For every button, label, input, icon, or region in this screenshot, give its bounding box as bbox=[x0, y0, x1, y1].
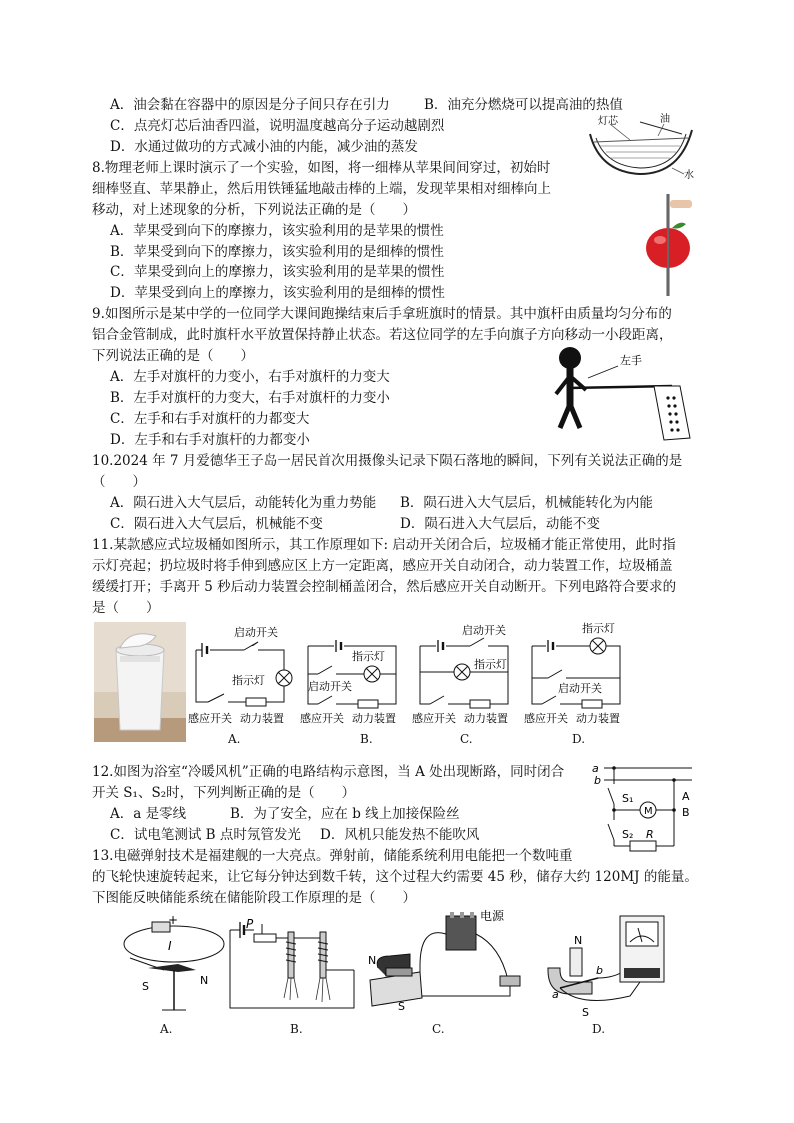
q8-option-b: B．苹果受到向下的摩擦力，该实验利用的是细棒的惯性 bbox=[110, 244, 444, 260]
q12-option-c: C．试电笔测试 B 点时氖管发光 bbox=[110, 827, 301, 843]
q11-c-motor-label: 动力装置 bbox=[464, 712, 508, 725]
oil-lamp-figure bbox=[580, 112, 710, 182]
q10-option-b: B．陨石进入大气层后，机械能转化为内能 bbox=[400, 495, 653, 511]
wick-label: 灯芯 bbox=[598, 116, 618, 127]
q9-stem-3: 下列说法正确的是（ ） bbox=[92, 348, 254, 364]
q13-d-b-label: b bbox=[596, 964, 603, 977]
q13-a-current-label: I bbox=[168, 939, 172, 953]
q11-a-start-label: 启动开关 bbox=[234, 626, 278, 639]
q11-d-lamp-label: 指示灯 bbox=[582, 622, 615, 635]
q8-option-d: D．苹果受到向上的摩擦力，该实验利用的是细棒的惯性 bbox=[110, 285, 445, 301]
q11-b-start-label: 启动开关 bbox=[308, 680, 352, 693]
q8-option-c: C．苹果受到向上的摩擦力，该实验利用的是苹果的惯性 bbox=[110, 264, 445, 280]
q11-stem-2: 示灯亮起；扔垃圾时将手伸到感应区上方一定距离，感应开关自动闭合，动力装置工作，垃圾桶盖 bbox=[92, 558, 673, 574]
q7-option-d: D．水通过做功的方式减小油的内能，减少油的蒸发 bbox=[110, 139, 418, 155]
q12-stem-1: 12.如图为浴室“冷暖风机”正确的电路结构示意图，当 A 处出现断路，同时闭合 bbox=[92, 764, 565, 780]
q10-option-c: C．陨石进入大气层后，机械能不变 bbox=[110, 516, 323, 532]
q11-c-start-label: 启动开关 bbox=[462, 624, 506, 637]
q13-a-n-label: N bbox=[200, 974, 209, 987]
q12-option-a: A．a 是零线 bbox=[110, 806, 187, 822]
q12-a-line-label: a bbox=[592, 762, 599, 775]
q13-a-plus-label: + bbox=[168, 914, 179, 927]
apple-rod-figure bbox=[640, 190, 700, 300]
q13-stem-3: 下图能反映储能系统在储能阶段工作原理的是（ ） bbox=[92, 890, 416, 906]
q11-caption-b: B. bbox=[360, 732, 373, 746]
left-hand-label: 左手 bbox=[620, 354, 642, 367]
q13-caption-a: A. bbox=[160, 1022, 173, 1036]
q7-option-c: C．点亮灯芯后油香四溢，说明温度越高分子运动越剧烈 bbox=[110, 118, 445, 134]
q13-d-a-label: a bbox=[552, 988, 559, 1001]
q12-circuit-figure bbox=[590, 758, 700, 856]
q12-b-line-label: b bbox=[594, 774, 601, 787]
q10-option-a: A．陨石进入大气层后，动能转化为重力势能 bbox=[110, 495, 377, 511]
q13-figure-d bbox=[540, 908, 670, 1018]
q12-resistor-label: R bbox=[646, 828, 654, 841]
q12-point-b-label: B bbox=[682, 806, 690, 819]
q12-point-a-label: A bbox=[682, 790, 690, 803]
q11-circuit-d bbox=[524, 622, 634, 730]
q13-c-power-label: 电源 bbox=[480, 909, 505, 923]
q13-caption-d: D. bbox=[592, 1022, 606, 1036]
q12-s2-label: S₂ bbox=[622, 828, 634, 841]
q12-option-d: D．风机只能发热不能吹风 bbox=[320, 827, 480, 843]
q8-stem-2: 细棒竖直、苹果静止，然后用铁锤猛地敲击棒的上端，发现苹果相对细棒向上 bbox=[92, 181, 551, 197]
q12-stem-2: 开关 S₁、S₂时，下列判断正确的是（ ） bbox=[92, 785, 356, 801]
q11-caption-d: D. bbox=[572, 732, 586, 746]
q13-caption-b: B. bbox=[290, 1022, 303, 1036]
q9-option-d: D．左手和右手对旗杆的力都变小 bbox=[110, 432, 310, 448]
q10-stem-2: （ ） bbox=[92, 474, 146, 490]
q9-option-a: A．左手对旗杆的力变小，右手对旗杆的力变大 bbox=[110, 369, 390, 385]
q13-figure-c bbox=[360, 906, 530, 1016]
q11-a-lamp-label: 指示灯 bbox=[232, 674, 265, 687]
q11-d-motor-label: 动力装置 bbox=[576, 712, 620, 725]
q13-stem-2: 的飞轮快速旋转起来，让它每分钟达到数千转，这个过程大约需要 45 秒，储存大约 120MJ 的能量。 bbox=[92, 869, 698, 885]
q7-option-b: B．油充分燃烧可以提高油的热值 bbox=[424, 97, 623, 113]
q13-c-n-label: N bbox=[368, 954, 377, 967]
q10-option-d: D．陨石进入大气层后，动能不变 bbox=[400, 516, 600, 532]
q11-c-sense-label: 感应开关 bbox=[412, 712, 456, 725]
q11-circuit-b bbox=[300, 622, 410, 730]
q9-stem-1: 9.如图所示是某中学的一位同学大课间跑操结束后手拿班旗时的情景。其中旗杆由质量均匀分布的 bbox=[92, 306, 672, 322]
q11-stem-3: 缓缓打开；手离开 5 秒后动力装置会控制桶盖闭合，然后感应开关自动断开。下列电路符合要求的 bbox=[92, 579, 677, 595]
q11-caption-c: C. bbox=[460, 732, 473, 746]
q11-circuit-a bbox=[188, 622, 298, 730]
q11-caption-a: A. bbox=[228, 732, 241, 746]
q12-s1-label: S₁ bbox=[622, 792, 634, 805]
q13-figure-b bbox=[222, 912, 358, 1012]
trash-can-photo bbox=[94, 622, 186, 742]
q11-stem-4: 是（ ） bbox=[92, 600, 160, 616]
q8-stem-1: 8.物理老师上课时演示了一个实验，如图，将一细棒从苹果间间穿过，初始时 bbox=[92, 160, 551, 176]
q11-b-sense-label: 感应开关 bbox=[300, 712, 344, 725]
q8-stem-3: 移动，对上述现象的分析，下列说法正确的是（ ） bbox=[92, 202, 416, 218]
q13-a-s-label: S bbox=[142, 980, 149, 993]
q11-b-lamp-label: 指示灯 bbox=[352, 650, 385, 663]
q11-a-sense-label: 感应开关 bbox=[188, 712, 232, 725]
q8-option-a: A．苹果受到向下的摩擦力，该实验利用的是苹果的惯性 bbox=[110, 223, 444, 239]
q7-option-a: A．油会黏在容器中的原因是分子间只存在引力 bbox=[110, 97, 390, 113]
q13-b-p-label: P bbox=[246, 917, 254, 931]
q11-stem-1: 11.某款感应式垃圾桶如图所示，其工作原理如下: 启动开关闭合后，垃圾桶才能正常使用，此时指 bbox=[92, 537, 676, 553]
q10-stem-1: 10.2024 年 7 月爱德华王子岛一居民首次用摄像头记录下陨石落地的瞬间，下列有关说法正确的是 bbox=[92, 453, 683, 469]
oil-label: 油 bbox=[660, 114, 670, 125]
q13-d-n-label: N bbox=[574, 934, 583, 947]
q11-a-motor-label: 动力装置 bbox=[240, 712, 284, 725]
q13-c-s-label: S bbox=[398, 1000, 405, 1013]
q11-circuit-c bbox=[412, 622, 522, 730]
q11-b-motor-label: 动力装置 bbox=[352, 712, 396, 725]
q11-c-lamp-label: 指示灯 bbox=[474, 658, 507, 671]
q13-caption-c: C. bbox=[432, 1022, 445, 1036]
q11-d-sense-label: 感应开关 bbox=[524, 712, 568, 725]
q9-stem-2: 铝合金管制成，此时旗杆水平放置保持静止状态。若这位同学的左手向旗子方向移动一小段距离， bbox=[92, 327, 673, 343]
q12-option-b: B．为了安全，应在 b 线上加接保险丝 bbox=[230, 806, 460, 822]
q13-stem-1: 13.电磁弹射技术是福建舰的一大亮点。弹射前，储能系统利用电能把一个数吨重 bbox=[92, 848, 573, 864]
water-label: 水 bbox=[684, 170, 694, 181]
flag-holder-figure bbox=[548, 344, 698, 444]
q12-motor-label: M bbox=[644, 806, 653, 817]
q13-d-s-label: S bbox=[582, 1006, 589, 1018]
q11-d-start-label: 启动开关 bbox=[558, 682, 602, 695]
q9-option-c: C．左手和右手对旗杆的力都变大 bbox=[110, 411, 310, 427]
q9-option-b: B．左手对旗杆的力变大，右手对旗杆的力变小 bbox=[110, 390, 390, 406]
q13-figure-a bbox=[118, 914, 228, 1014]
